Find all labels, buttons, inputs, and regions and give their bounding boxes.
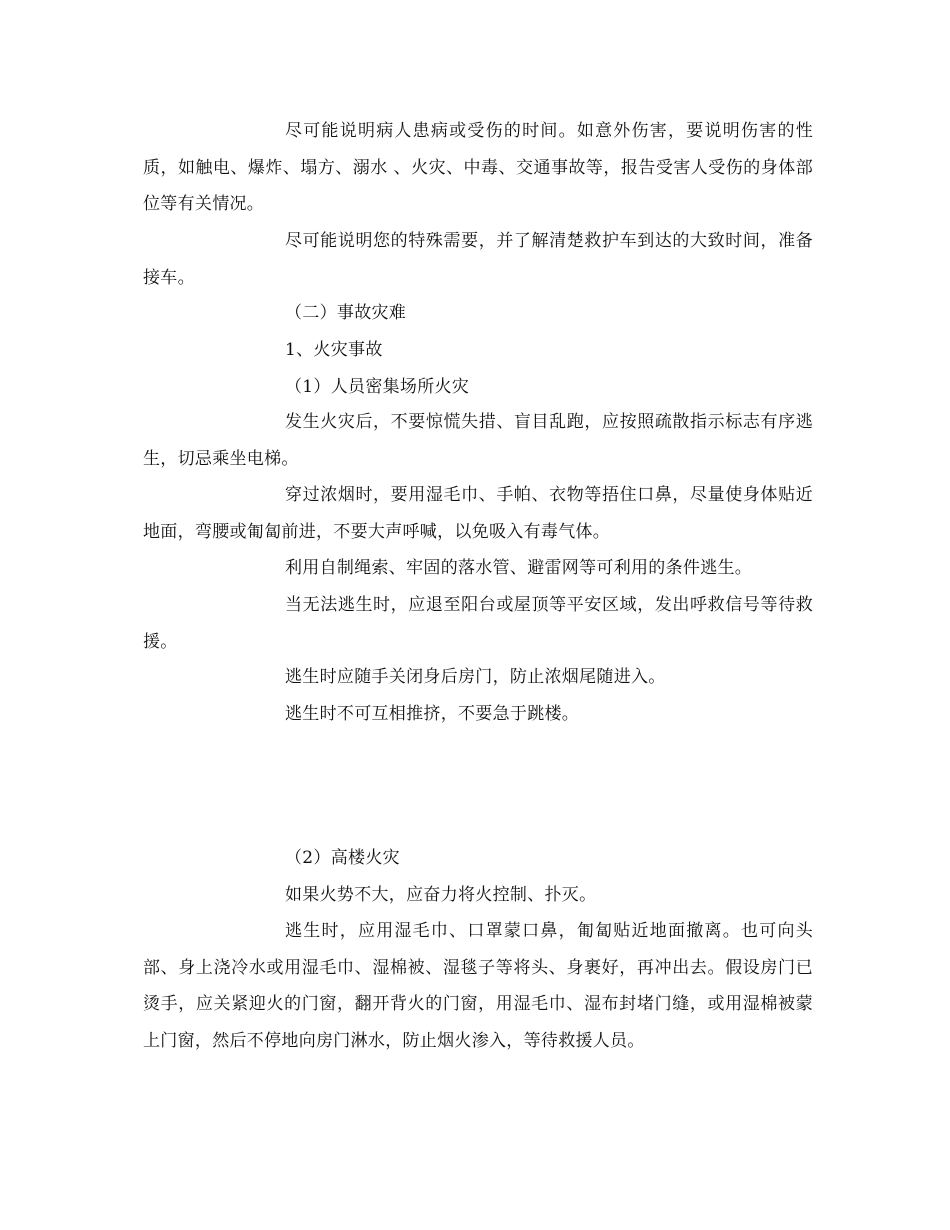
paragraph-balcony: 当无法逃生时，应退至阳台或屋顶等平安区域，发出呼救信号等待救援。 — [143, 595, 813, 652]
paragraph-injury-time: 尽可能说明病人患病或受伤的时间。如意外伤害，要说明伤害的性质，如触电、爆炸、塌方、溺水 、火灾、中毒、交通事故等，报告受害人受伤的身体部位等有关情况。 — [143, 121, 813, 214]
paragraph-rope: 利用自制绳索、牢固的落水管、避雷网等可利用的条件逃生。 — [285, 558, 753, 578]
paragraph-close-door: 逃生时应随手关闭身后房门，防止浓烟尾随进入。 — [285, 667, 666, 687]
subsection-heading-fire: 1、火灾事故 — [285, 340, 383, 360]
paragraph-special-needs: 尽可能说明您的特殊需要，并了解清楚救护车到达的大致时间，准备接车。 — [143, 231, 813, 288]
paragraph-evacuate: 发生火灾后，不要惊慌失措、盲目乱跑，应按照疏散指示标志有序逃生，切忌乘坐电梯。 — [143, 412, 813, 469]
paragraph-no-pushing: 逃生时不可互相推挤，不要急于跳楼。 — [285, 704, 580, 724]
section-heading-accidents: （二）事故灾难 — [285, 303, 407, 323]
paragraph-extinguish: 如果火势不大，应奋力将火控制、扑灭。 — [285, 885, 597, 905]
subsection-heading-crowded-fire: （1）人员密集场所火灾 — [285, 377, 470, 397]
paragraph-escape-method: 逃生时，应用湿毛巾、口罩蒙口鼻，匍匐贴近地面撤离。也可向头部、身上浇冷水或用湿毛巾、湿棉被、湿毯子等将头、身裹好，再冲出去。假设房门已烫手，应关紧迎火的门窗，翻开背火的门窗，用湿毛巾、湿布封堵门缝，或用湿棉被蒙上门窗，然后不停地向房门淋水，防止烟火渗入，等待救援人员。 — [143, 921, 813, 1051]
paragraph-smoke: 穿过浓烟时，要用湿毛巾、手帕、衣物等捂住口鼻，尽量使身体贴近地面，弯腰或匍匐前进，不要大声呼喊，以免吸入有毒气体。 — [143, 485, 813, 542]
subsection-heading-highrise-fire: （2）高楼火灾 — [285, 848, 400, 868]
